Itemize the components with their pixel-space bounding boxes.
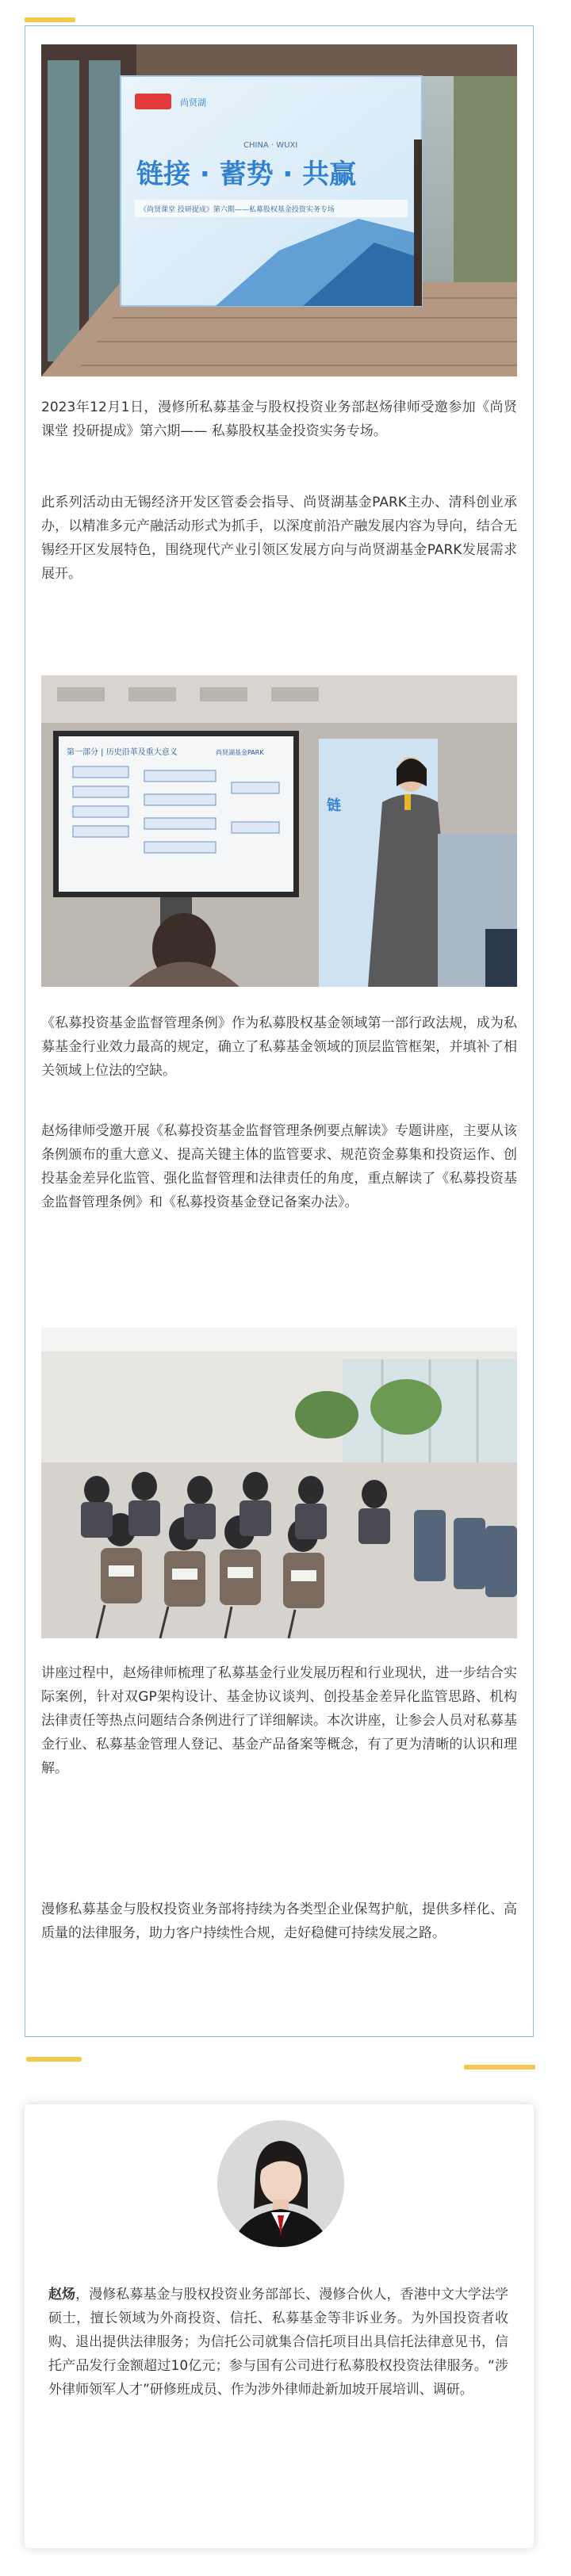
audience-illustration xyxy=(41,1328,517,1638)
screen-logo: 尚贤湖基金PARK xyxy=(216,749,264,756)
banner-headline: 链接 · 蓄势 · 共赢 xyxy=(136,159,357,190)
author-bio-text xyxy=(48,2283,508,2402)
audience-photo xyxy=(41,1328,517,1638)
author-avatar xyxy=(217,2120,344,2247)
regulation-paragraph: 《私募投资基金监督管理条例》作为私募股权基金领域第一部行政法规，成为私募基金行业效力最高的规定，确立了私募基金领域的顶层监管框架，并填补了相关领域上位法的空缺。 xyxy=(41,1015,517,1079)
event-banner-illustration xyxy=(41,44,517,376)
svg-text:链: 链 xyxy=(327,797,341,814)
speaker-photo xyxy=(41,675,517,987)
closing-paragraph: 漫修私募基金与股权投资业务部将持续为各类型企业保驾护航，提供多样化、高质量的法律服务，助力客户持续性合规，走好稳健可持续发展之路。 xyxy=(41,1901,517,1941)
separator-accent-bar-right xyxy=(464,2065,535,2070)
author-bio-card xyxy=(25,2104,534,2548)
screen-title: 第一部分 | 历史沿革及重大意义 xyxy=(67,748,178,757)
banner-caption: 《尚贤课堂 投研提成》第六期——私募股权基金投资实务专场 xyxy=(140,206,335,214)
intro-paragraph: 2023年12月1日，漫修所私募基金与股权投资业务部赵炀律师受邀参加《尚贤课堂 投研提成》第六期—— 私募股权基金投资实务专场。 xyxy=(41,399,517,439)
top-accent-bar xyxy=(25,17,75,22)
lecture-paragraph: 赵炀律师受邀开展《私募投资基金监督管理条例要点解读》专题讲座，主要从该条例颁布的重大意义、提高关键主体的监管要求、规范资金募集和投资运作、创投基金差异化监管、强化监督管理和法律责任的角度，重点解读了《私募投资基金监督管理条例》和《私募投资基金登记备案办法》。 xyxy=(41,1123,517,1210)
event-banner-photo xyxy=(41,44,517,376)
banner-brand: 尚贤湖 xyxy=(180,97,206,108)
author-description: ，漫修私募基金与股权投资业务部部长、漫修合伙人，香港中文大学法学硕士，擅长领域为外商投资、信托、私募基金等非诉业务。为外国投资者收购、退出提供法律服务；为信托公司就集合信托项目出具信托法律意见书，信托产品发行金额超过10亿元；参与国有公司进行私募股权投资法律服务。“涉外律师领军人才”研修班成员、作为涉外律师赴新加坡开展培训、调研。 xyxy=(48,2287,509,2398)
background-paragraph: 此系列活动由无锡经济开发区管委会指导、尚贤湖基金PARK主办、清科创业承办，以精准多元产融活动形式为抓手，以深度前沿产融发展内容为导向，结合无锡经开区发展特色，围绕现代产业引领区发展方向与尚贤湖基金PARK发展需求展开。 xyxy=(41,495,517,582)
author-name: 赵炀 xyxy=(48,2287,76,2303)
separator-accent-bar-left xyxy=(26,2057,82,2062)
article-card xyxy=(25,25,534,2037)
banner-subtitle: CHINA · WUXI xyxy=(243,141,298,150)
discussion-paragraph: 讲座过程中，赵炀律师梳理了私募基金行业发展历程和行业现状，进一步结合实际案例，针对双GP架构设计、基金协议谈判、创投基金差异化监管思路、机构法律责任等热点问题结合条例进行了详细解读。本次讲座，让参会人员对私募基金行业、私募基金管理人登记、基金产品备案等概念，有了更为清晰的认识和理解。 xyxy=(41,1665,517,1776)
author-portrait xyxy=(217,2120,344,2247)
speaker-illustration xyxy=(41,675,517,987)
